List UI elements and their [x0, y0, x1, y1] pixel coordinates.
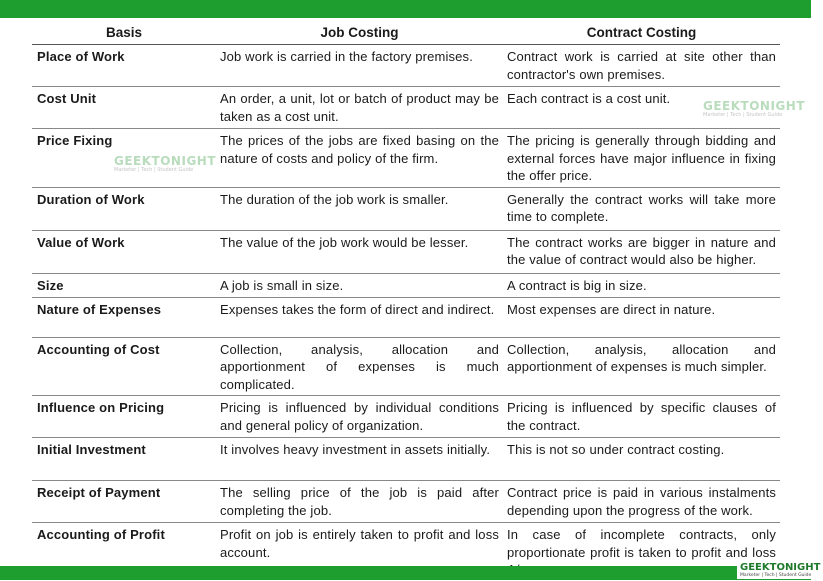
contract-cell: In case of incomplete contracts, only proportionate profit is taken to profit and loss: [507, 527, 776, 560]
job-cell: Collection, analysis, allocation and apportionment of expenses is much complicated.: [216, 337, 503, 396]
job-cell: Job work is carried in the factory premises.: [216, 45, 503, 87]
basis-cell: Initial Investment: [32, 438, 216, 481]
watermark-brand: GEEKTONIGHT: [114, 154, 217, 168]
job-cell: Expenses takes the form of direct and indirect.: [216, 297, 503, 337]
contract-cell: The pricing is generally through bidding and external forces have major influence in fixing the offer price.: [503, 129, 780, 188]
table-row: [32, 230, 780, 273]
brand-logo: [737, 561, 823, 579]
contract-cell: Contract work is carried at site other than contractor's own premises.: [503, 45, 780, 87]
contract-cell: The contract works are bigger in nature and the value of contract would also be higher.: [503, 230, 780, 273]
contract-cell: Contract price is paid in various instalments depending upon the progress of the work.: [503, 481, 780, 523]
job-cell: It involves heavy investment in assets initially.: [216, 438, 503, 481]
watermark-logo: [703, 100, 805, 118]
top-accent-bar: [0, 0, 811, 18]
basis-cell: Size: [32, 273, 216, 297]
header-row: [32, 20, 780, 45]
basis-cell: Value of Work: [32, 230, 216, 273]
job-cell: A job is small in size.: [216, 273, 503, 297]
bottom-accent-bar: [0, 566, 811, 580]
contract-cell: This is not so under contract costing.: [503, 438, 780, 481]
job-cell: The duration of the job work is smaller.: [216, 187, 503, 230]
header-basis: Basis: [32, 20, 216, 45]
contract-cell: A contract is big in size.: [503, 273, 780, 297]
header-job-costing: Job Costing: [216, 20, 503, 45]
header-contract-costing: Contract Costing: [503, 20, 780, 45]
table-row: [32, 396, 780, 438]
basis-cell: Influence on Pricing: [32, 396, 216, 438]
basis-cell: Cost Unit: [32, 87, 216, 129]
job-cell: The value of the job work would be lesser.: [216, 230, 503, 273]
watermark-tagline: Marketer | Tech | Student Guide: [114, 167, 194, 173]
watermark-brand: GEEKTONIGHT: [703, 99, 806, 113]
table-row: [32, 87, 780, 129]
job-cell: The prices of the jobs are fixed basing on the nature of costs and policy of the firm.: [216, 129, 503, 188]
basis-cell: Receipt of Payment: [32, 481, 216, 523]
table-row: [32, 187, 780, 230]
job-cell: Profit on job is entirely taken to profit and loss account.: [220, 527, 499, 560]
job-cell: Pricing is influenced by individual conditions and general policy of organization.: [216, 396, 503, 438]
brand-logo-tagline: Marketer | Tech | Student Guide: [740, 573, 812, 578]
contract-cell: Pricing is influenced by specific clauses of the contract.: [503, 396, 780, 438]
basis-cell: Duration of Work: [32, 187, 216, 230]
watermark-logo: [114, 155, 216, 173]
basis-cell: Price Fixing: [32, 129, 216, 188]
basis-cell: Accounting of Cost: [32, 337, 216, 396]
job-cell: The selling price of the job is paid after completing the job.: [216, 481, 503, 523]
table-row: [32, 45, 780, 87]
contract-cell: Each contract is a cost unit.: [503, 87, 780, 129]
contract-cell: Collection, analysis, allocation and apportionment of expenses is much simpler.: [503, 337, 780, 396]
table-row: [32, 438, 780, 481]
table-row: [32, 337, 780, 396]
table-row: [32, 273, 780, 297]
table-row: [32, 297, 780, 337]
basis-cell: Nature of Expenses: [32, 297, 216, 337]
basis-cell: Accounting of Profit: [37, 527, 165, 542]
basis-cell: Place of Work: [32, 45, 216, 87]
table-row: [32, 481, 780, 523]
contract-cell: Generally the contract works will take more time to complete.: [503, 187, 780, 230]
watermark-tagline: Marketer | Tech | Student Guide: [703, 112, 783, 118]
comparison-table: [32, 20, 780, 581]
contract-cell: Most expenses are direct in nature.: [503, 297, 780, 337]
brand-logo-text: GEEKTONIGHT: [740, 562, 821, 573]
job-cell: An order, a unit, lot or batch of product may be taken as a cost unit.: [216, 87, 503, 129]
